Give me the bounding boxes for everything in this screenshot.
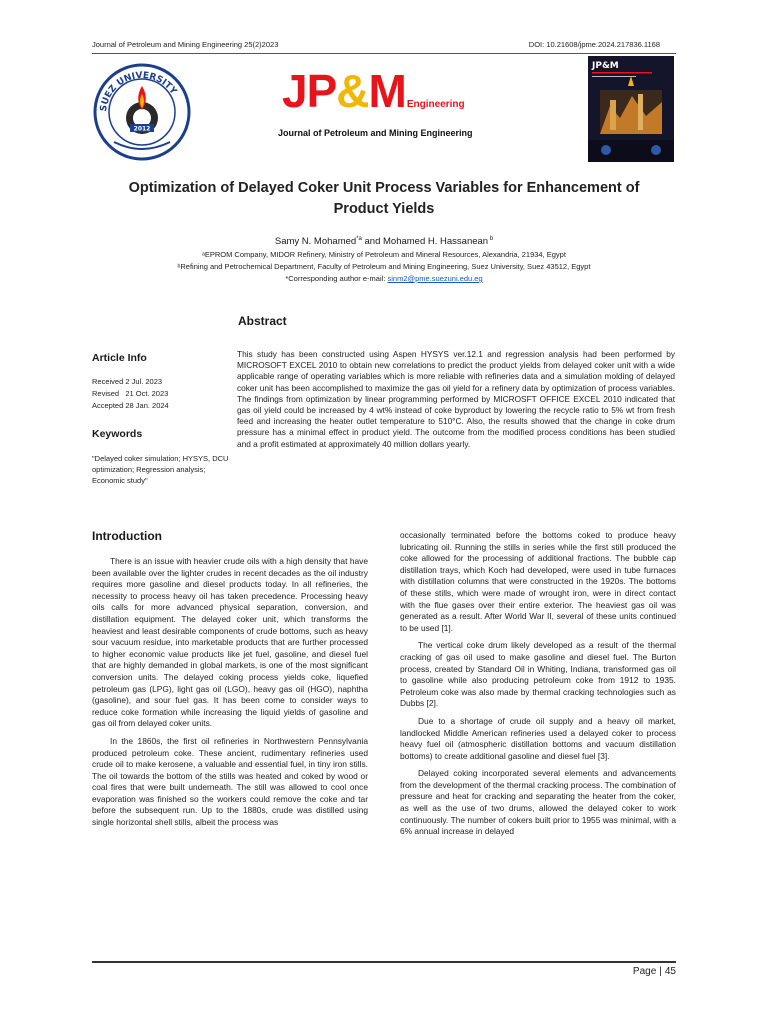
paragraph: The vertical coke drum likely developed as a result of the thermal cracking of gas oil used to make gasoline and diesel fuel. The Burton process, created by Standard Oil in Whiting, Indiana, transformed gas oil to gasoline while also producing petroleum coke from 1912 to 1935. Petroleum coke was also made by thermal cracking technologies such as Dubbs [2]. <box>400 640 676 709</box>
page-label: Page <box>632 966 657 977</box>
logo-text: SUEZ UNIVERSITY <box>99 70 179 113</box>
received-date: Received 2 Jul. 2023 <box>92 377 163 386</box>
suez-university-logo <box>92 62 192 162</box>
cover-title: JP&M <box>592 61 619 71</box>
abstract-text: This study has been constructed using Aspen HYSYS ver.12.1 and regression analysis had been performed by MICROSOFT EXCEL 2010 to obtain new correlations to predict the product yields from delayed coker unit with a wide applicable range of operating variables which is more reliable with refineries data and a simulation molding of delayed coker unit has been accomplished to maximize the gas oil yield for a refinery data by optimization of process variables. The findings from optimization by linear programming performed by MICROSFT OFFICE EXCEL 2010 indicated that gas oil yield could be increased by 4 wt% instead of coke byproduct by lowering the recycle ratio to 5% wt from fresh feed and increasing the heater outlet temperature to 510°C. Also, the results showed that the change in coke drum pressure has a minimal effect in product yield. The outcome from the modified process conditions has been studied and a profit estimated at approximately 40 million dollars yearly. <box>237 349 675 449</box>
page-number: Page | 45 <box>632 966 676 977</box>
doi-header: DOI: 10.21608/jpme.2024.217836.1168 <box>528 40 660 49</box>
paragraph: In the 1860s, the first oil refineries in Northwestern Pennsylvania produced petroleum coke. These ancient, rudimentary refineries used crude oil to make kerosene, a valuable and essential fuel, in tiny iron stills. The oil towards the bottom of the stills was heated and coked by wood or coal fires that were built underneath. The still was allowed to cool once evaporation was finished so the workers could remove the coke and tar before the subsequent run. Up to the 1880s, crude was distilled using single horizontal shell stills, albeit the process was <box>92 735 368 828</box>
right-column <box>400 530 676 844</box>
introduction-heading: Introduction <box>92 529 162 543</box>
corresponding-author <box>100 274 668 283</box>
article-title-line-1: Optimization of Delayed Coker Unit Process Variables for Enhancement of <box>128 180 640 196</box>
paragraph: occasionally terminated before the bottoms coked to produce heavy lubricating oil. Running the stills in series while the first still produced the coke allowed for the processing of additional fractions. The bubble cap distillation trays, which Koch had developed, were used in tube furnaces with distillation columns that were constructed in the 1920s. The bottoms of these stills, which were made of wrought iron, were in direct contact with the flue gases over their entire exterior. The heaviest gas oil was generated as a result. After World War II, several of these units continued to be used [1]. <box>400 530 676 633</box>
abstract-heading: Abstract <box>238 314 287 328</box>
brand-ampersand: & <box>336 65 369 117</box>
journal-cover-image <box>588 56 674 162</box>
author-1-sup: *a <box>356 236 362 242</box>
revised-date: Revised 21 Oct. 2023 <box>92 389 169 398</box>
author-2-sup: b <box>489 236 494 242</box>
authors <box>100 236 668 247</box>
page-number-value: 45 <box>664 966 676 977</box>
journal-issue-header: Journal of Petroleum and Mining Engineering 25(2)2023 <box>92 40 279 49</box>
author-2: Mohamed H. Hassanean <box>383 236 489 248</box>
author-and: and <box>361 236 383 248</box>
keywords-heading: Keywords <box>92 428 143 440</box>
brand-m: M <box>368 65 406 117</box>
journal-brand <box>282 64 465 124</box>
brand-jp: JP <box>282 65 337 117</box>
corresponding-email-link[interactable]: sinm2@pme.suezuni.edu.eg <box>387 274 483 283</box>
affiliation-a: ᵃEPROM Company, MIDOR Refinery, Ministry of Petroleum and Mineral Resources, Alexandria, 21934, Egypt <box>202 250 566 259</box>
accepted-date: Accepted 28 Jan. 2024 <box>92 401 169 410</box>
journal-name: Journal of Petroleum and Mining Engineering <box>278 128 473 138</box>
paragraph: Due to a shortage of crude oil supply and a heavy oil market, landlocked Middle American refineries used a delayed coker to process heavy fuel oil (atmospheric distillation bottoms and vacuum distillation bottoms) to create additional gasoline and diesel fuel [3]. <box>400 715 676 761</box>
left-column <box>92 556 368 835</box>
logo-year: 2012 <box>133 125 151 133</box>
article-title-line-2: Product Yields <box>333 201 435 217</box>
footer-rule <box>92 961 676 963</box>
author-1: Samy N. Mohamed <box>274 236 357 248</box>
header-rule <box>92 53 676 54</box>
keywords-list: "Delayed coker simulation; HYSYS, DCU optimization; Regression analysis; Economic study" <box>92 454 229 486</box>
corresponding-label: *Corresponding author e-mail: <box>285 274 388 283</box>
paragraph: Delayed coking incorporated several elements and advancements from the development of the thermal cracking process. The combination of pressure and heat for cracking and separating the heater from the coker, as well as the use of two drums, allowed the delayed coker to work continuously. The number of cokers built prior to 1955 was minimal, with a 6% annual increase in delayed <box>400 768 676 837</box>
article-title <box>100 178 668 220</box>
brand-engineering: Engineering <box>406 99 465 110</box>
affiliation-b: ᵇRefining and Petrochemical Department, Faculty of Petroleum and Mining Engineering, Suez University, Suez 43512, Egypt <box>177 262 591 271</box>
article-info-heading: Article Info <box>92 352 147 364</box>
paragraph: There is an issue with heavier crude oils with a high density that have been available over the lighter crudes in recent decades as the oil industry requires more gasoline and diesel products today. In all refineries, the necessity to process heavy oil has taken precedence. Processing heavy oils calls for more advanced physical separation, conversion, and distillation equipment. The delayed coker unit, which transforms the heaviest and least desirable components of crude bottoms, such as heavy sour vacuum residue, into marketable products that are further processed to higher economic value products like jet fuel, gasoline, and diesel fuel that are highly demanded in global markets, is one of the most significant conversion units. The delayed coking process yields coke, liquefied petroleum gas (LPG), light gas oil (LGO), heavy gas oil (HGO), naphtha (gasoline), and sour fuel gas. It has been come to consider ways to reduce coke formation while increasing the liquid yields of gasoline and gas oil from delayed coker units. <box>92 556 368 729</box>
